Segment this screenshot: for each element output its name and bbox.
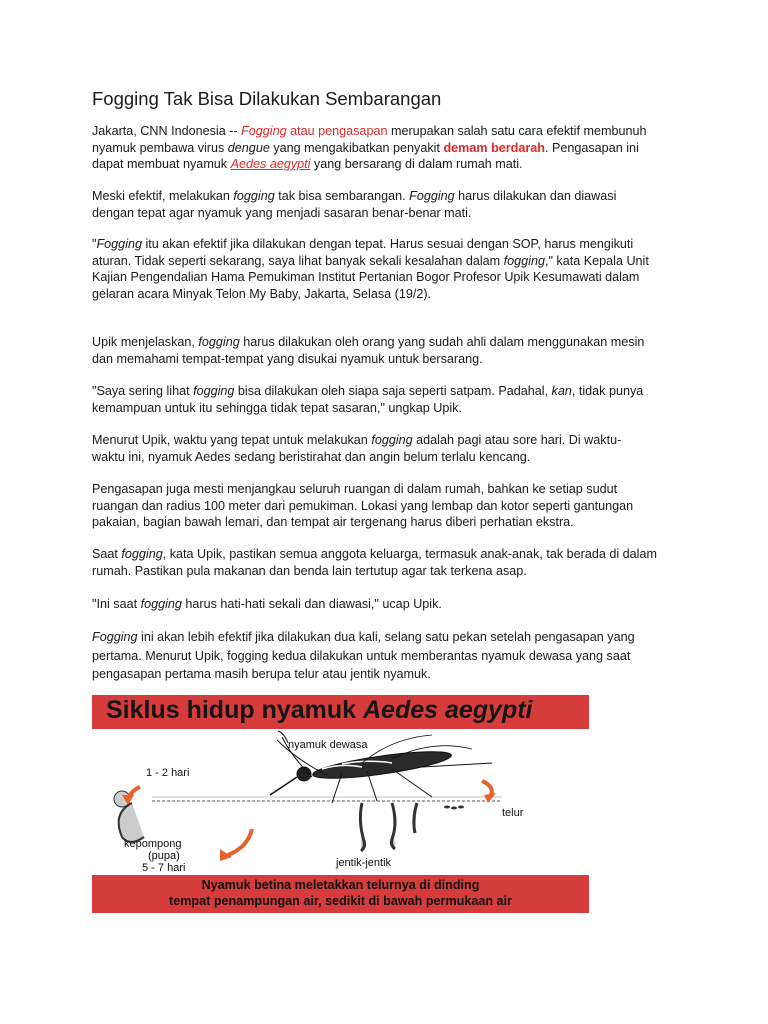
p9-text: "Ini saat	[92, 597, 141, 611]
paragraph-2	[92, 188, 616, 221]
p10-text: ini akan lebih efektif jika dilakukan dua kali, selang satu pekan setelah pengasapan yang	[137, 630, 635, 644]
p3-text: itu akan efektif jika dilakukan dengan tepat. Harus sesuai dengan SOP, harus mengikuti	[142, 237, 634, 251]
p1-fogging-emphasis: Fogging	[241, 124, 287, 138]
paragraph-8	[92, 546, 657, 579]
p8-line: rumah. Pastikan pula makanan dan benda lain tertutup agar tak terkena asap.	[92, 563, 527, 578]
p5-text: "Saya sering lihat	[92, 384, 194, 398]
label-pupa-latin: (pupa)	[148, 850, 180, 862]
p6-text: Menurut Upik, waktu yang tepat untuk melakukan	[92, 433, 372, 447]
paragraph-1	[92, 123, 646, 173]
p1-text: nyamuk pembawa virus	[92, 140, 228, 155]
p5-text: bisa dilakukan oleh siapa saja seperti satpam. Padahal,	[234, 384, 552, 398]
p8-text: Saat	[92, 547, 122, 561]
p6-line: waktu ini, nyamuk Aedes sedang beristirahat dan angin belum terlalu kencang.	[92, 449, 531, 464]
cycle-arrow	[128, 781, 492, 855]
p4-line: dan memahami tempat-tempat yang disukai nyamuk untuk bersarang.	[92, 351, 483, 366]
p4-text: Upik menjelaskan,	[92, 335, 199, 349]
article-title: Fogging Tak Bisa Dilakukan Sembarangan	[92, 88, 442, 109]
p10-line: pertama. Menurut Upik, fogging kedua dilakukan untuk memberantas nyamuk dewasa yang saat	[92, 648, 631, 663]
p2-text: harus dilakukan dan diawasi	[454, 189, 617, 203]
paragraph-3	[92, 236, 649, 302]
p1-text: yang bersarang di dalam rumah mati.	[310, 157, 523, 172]
label-5-7-days: 5 - 7 hari	[142, 862, 186, 874]
p5-italic: fogging	[193, 384, 235, 398]
egg-drawing	[444, 806, 464, 810]
label-pupa: kepompong	[124, 838, 182, 850]
p8-italic: fogging	[121, 547, 163, 561]
larva-drawing	[360, 803, 417, 851]
p6-text: adalah pagi atau sore hari. Di waktu-	[412, 433, 622, 447]
label-adult-mosquito: nyamuk dewasa	[288, 739, 368, 751]
figure-caption-line: tempat penampungan air, sedikit di bawah permukaan air	[169, 894, 512, 908]
p2-text: Meski efektif, melakukan	[92, 189, 234, 203]
p7-line: Pengasapan juga mesti menjangkau seluruh ruangan di dalam rumah, bahkan ke setiap sudut	[92, 482, 618, 496]
label-egg: telur	[502, 807, 524, 819]
figure-title-species: Aedes aegypti	[363, 696, 533, 724]
p4-italic: fogging	[198, 335, 240, 349]
p10-line: pengasapan pertama masih berupa telur atau jentik nyamuk.	[92, 667, 431, 681]
paragraph-9	[92, 596, 442, 613]
figure-title-banner	[92, 695, 589, 729]
p8-text: , kata Upik, pastikan semua anggota keluarga, termasuk anak-anak, tak berada di dalam	[162, 547, 657, 561]
paragraph-6	[92, 432, 621, 465]
p3-italic: fogging	[503, 253, 545, 268]
p3-line: gelaran acara Minyak Telon My Baby, Jakarta, Selasa (19/2).	[92, 286, 432, 301]
p1-dengue-italic: dengue	[227, 140, 270, 155]
p4-text: harus dilakukan oleh orang yang sudah ahli dalam menggunakan mesin	[239, 335, 645, 349]
p3-text: "	[92, 237, 97, 251]
p3-line: Kajian Pengendalian Hama Pemukiman Institut Pertanian Bogor Profesor Upik Kesumawati dalam	[92, 270, 640, 285]
p1-text: dapat membuat nyamuk	[92, 157, 231, 172]
p2-italic: fogging	[233, 189, 275, 203]
p7-line: ruangan dan radius 100 meter dari pemukiman. Lokasi yang lembap dan kotor seperti gantungan	[92, 498, 634, 513]
p7-line: pakaian, bagian bawah lemari, dan tempat air tergenang harus diberi perhatian ekstra.	[92, 515, 574, 530]
figure-title-text: Siklus hidup nyamuk	[106, 696, 363, 724]
label-1-2-days: 1 - 2 hari	[146, 767, 190, 779]
p5-italic: kan	[551, 384, 572, 398]
p5-text: , tidak punya	[571, 384, 644, 398]
p3-text: aturan. Tidak seperti sekarang, saya lihat banyak sekali kesalahan dalam	[92, 253, 504, 268]
label-larva: jentik-jentik	[336, 857, 392, 869]
p3-italic: Fogging	[96, 237, 142, 251]
p1-text: Jakarta, CNN Indonesia --	[92, 124, 242, 138]
paragraph-5	[92, 383, 643, 416]
p3-text: ," kata Kepala Unit	[544, 253, 649, 268]
p1-text: yang mengakibatkan penyakit	[269, 140, 444, 155]
figure-caption-line: Nyamuk betina meletakkan telurnya di dinding	[201, 878, 480, 892]
p10-italic: Fogging	[92, 630, 138, 644]
p9-italic: fogging	[140, 597, 182, 611]
p1-text: . Pengasapan ini	[544, 140, 639, 155]
p2-italic: Fogging	[409, 189, 455, 203]
p5-line: kemampuan untuk itu sehingga tidak tepat sasaran," ungkap Upik.	[92, 400, 462, 415]
p2-line: dengan tepat agar nyamuk yang menjadi sasaran benar-benar mati.	[92, 205, 472, 220]
life-cycle-figure	[92, 695, 589, 913]
p9-text: harus hati-hati sekali dan diawasi," ucap Upik.	[181, 597, 442, 611]
p6-italic: fogging	[371, 433, 413, 447]
paragraph-10	[92, 628, 635, 684]
p1-demam-berdarah-emphasis: demam berdarah	[443, 140, 545, 155]
figure-title	[106, 696, 533, 725]
paragraph-4	[92, 334, 644, 367]
p1-text: merupakan salah satu cara efektif membunuh	[387, 124, 647, 138]
p2-text: tak bisa sembarangan.	[274, 189, 410, 203]
paragraph-7	[92, 481, 633, 531]
p1-aedes-aegypti-link[interactable]: Aedes aegypti	[230, 157, 311, 172]
p1-pengasapan-emphasis: atau pengasapan	[286, 124, 388, 138]
figure-caption-banner	[92, 875, 589, 913]
